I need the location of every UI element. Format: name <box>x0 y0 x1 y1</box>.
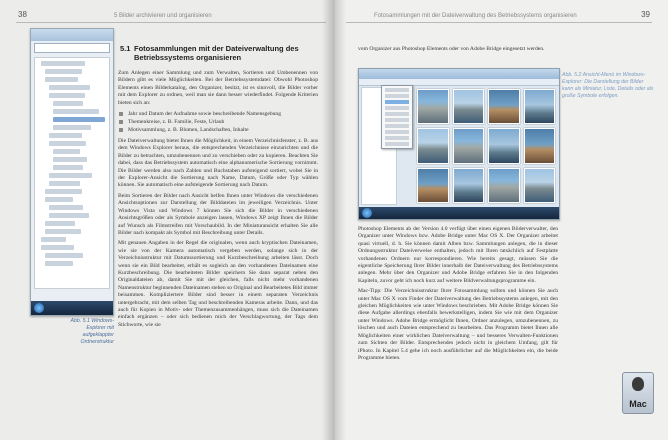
explorer-screenshot <box>30 28 114 316</box>
right-text-column <box>358 226 558 365</box>
photo-thumbnail <box>524 128 556 163</box>
right-top-text <box>358 46 558 56</box>
photo-thumbnail <box>417 168 449 203</box>
section-title-line2: Betriebssystems organisieren <box>134 53 242 62</box>
window-titlebar <box>359 69 559 79</box>
right-running-head <box>346 10 652 23</box>
thumbnail-grid <box>417 89 555 203</box>
photo-thumbnail <box>524 89 556 124</box>
criteria-item: Motivsammlung, z. B. Blumen, Landschaften, Inhalte <box>118 126 318 134</box>
left-text-column <box>118 70 318 332</box>
mac-icon <box>622 372 654 414</box>
body-paragraph: Beim Sortieren der Bilder nach Ansicht helfen Ihnen unter Windows die verschiedenen Ansichtsoptionen zur Darstellung der Bilddateien im jeweiligen Verzeichnis. Unter Windows Vista und Windows 7 können Sie sich die Bilder in verschiedenen Ansichtsgrößen oder als Symbole anzeigen lassen, Windows XP zeigt Ihnen die Bilder auf Wunsch als Filmstreifen mit Vorschaubild. In der Miniaturansicht erhalten Sie alle Bilder nach kompakt als Symbol mit Beschreibung unter Details. <box>118 192 318 236</box>
left-page-number: 38 <box>18 10 27 19</box>
window-titlebar <box>31 29 113 41</box>
address-bar <box>34 43 110 53</box>
start-button-icon <box>34 303 44 313</box>
photo-thumbnail <box>453 89 485 124</box>
criteria-item: Jahr und Datum der Aufnahme sowie beschreibende Namensgebung <box>118 110 318 118</box>
continued-paragraph: vom Organizer aus Photoshop Elements oder von Adobe Bridge eingesetzt werden. <box>358 46 545 52</box>
intro-paragraph: Zum Anlegen einer Sammlung und zum Verwalten, Sortieren und Umbenennen von Bildern gibt es viele Möglichkeiten. Bei der Betriebssystemdatei: Obwohl Photoshop Elements einen Bilderkatalog, den Organizer, besitzt, ist es sinnvoll, die Bilder vorher mit dem Explorer zu ordnen, weil man sie dann besser wiederfindet. Folgende Kriterien bieten sich an: <box>118 70 318 106</box>
taskbar <box>31 301 113 315</box>
body-paragraph: Die Dateiverwaltung bietet Ihnen die Möglichkeit, in einem Verzeichnisfenster, z. B. aus dem Windows Explorer heraus, die entsprechenden Verzeichnisse einzurichten und die Bilder zu betrachten, umzubenennen und zu verschieben oder zu kopieren. Beachten Sie dabei, dass das Betriebssystem automatisch eine alphanumerische Sortierung vornimmt. Die Bilder werden also nach Zahlen und Buchstaben aufsteigend sortiert, wobei Sie in der Explorer-Ansicht die Sortierung nach Name, Datum, Größe oder Typ wählen können. Sie automatisch eine aufsteigende Sortierung nach Datum. <box>118 138 318 189</box>
section-title-line1: Fotosammlungen mit der Dateiverwaltung des <box>134 44 299 53</box>
section-number: 5.1 <box>120 44 131 53</box>
photo-thumbnail <box>488 128 520 163</box>
left-figure-caption: Abb. 5.1 Windows-Explorer mit aufgeklappter Ordnerstruktur <box>70 318 114 345</box>
photo-thumbnail <box>524 168 556 203</box>
photo-thumbnail <box>453 128 485 163</box>
mac-tip-paragraph: Mac-Tipp: Die Verzeichnisstruktur Ihrer Fotosammlung sollten und können Sie auch unter Mac OS X vom Finder der Dateiverwaltung des Betriebssystems anlegen, mit den gleichen Möglichkeiten wie unter Windows beschrieben. Mit Adobe Bridge können Sie diese Aufgabe allerdings ebenfalls bewerkstelligen, indem Sie wie mit dem Organizer unter Windows. Adobe Bridge ermöglicht Ihnen, Ordner anzulegen, umzubenennen, zu löschen und auch Dateien entsprechend zu bearbeiten. Das Programm bietet Ihnen alle Möglichkeiten einer wirklichen Dateiverwaltung – und besseres Verwalten-Funktionen zum Sichten der Bilder. Entsprechendes jedoch nicht in gleichem Umfang, gilt für iPhoto. In Kapitel 5.4 gehe ich noch ausführlicher auf die Möglichkeiten ein, die beide Programme bieten. <box>358 288 558 361</box>
body-paragraph: Mit genauen Angaben in der Regel die originalen, wenn auch kryptischen Dateinamen, wie sie von der Kamera automatisch vergeben werden, solange sich in der Verzeichnisstruktur mit Datumssortierung und Kurzbeschreibung arbeiten lässt. Doch wenn sie ein Bild bearbeitet, erhält es sogleich an den vorhandenen Dateinamen eine Kurzbeschreibung. Die bearbeiteten Bilder speichern Sie dann separat neben den Originaldateien ab, damit Sie mit der gleichen, falls nicht mehr vorhandenen Namenstruktur beginnenden Dateinamen stehen so Original und Bearbeitetes Bild immer beisammen. Kompliziertere Bilder sind besser in einem separaten Verzeichnis untergebracht, mit dem selben Tag und beschreibenden Kameras arbeite. Dann, und das auch für Kopien in Motiv- oder Themenzusammenhängen, muss sich die Dateinamen einfach ergänzen – oder sich bedienen mich der Verschlagwortung, der Tags dem Stichworte, wie sie <box>118 240 318 328</box>
photo-thumbnail <box>453 168 485 203</box>
mac-label: Mac <box>629 399 647 409</box>
right-figure-caption: Abb. 5.2 Ansicht-Menü im Windows-Explorer: Die Darstellung der Bilder kann als Miniatur, Liste, Details oder als große Symbole erfolgen. <box>562 72 654 99</box>
photo-thumbnail <box>488 168 520 203</box>
section-heading <box>120 44 320 62</box>
start-button-icon <box>362 208 372 218</box>
criteria-list <box>118 110 318 134</box>
explorer-view-menu-screenshot <box>358 68 560 220</box>
apple-logo-icon <box>632 377 644 391</box>
left-running-head-text: 5 Bilder archivieren und organisieren <box>114 13 212 19</box>
folder-tree <box>34 57 110 289</box>
photo-thumbnail <box>417 128 449 163</box>
criteria-item: Themenkreise, z. B. Familie, Feste, Urlaub <box>118 118 318 126</box>
view-menu <box>381 85 413 149</box>
right-page-number: 39 <box>641 10 650 19</box>
right-page <box>334 0 668 440</box>
right-running-head-text: Fotosammlungen mit der Dateiverwaltung des Betriebssystems organisieren <box>374 13 577 19</box>
body-paragraph: Photoshop Elements ab der Version 4.0 verfügt über einen eigenen Bilderverwalter, den Organizer unter Windows bzw. Adobe Bridge unter Mac OS X. Der Organizer arbeitet quasi virtuell, d. h. Sie können damit Alben bzw. Sammlungen anlegen, die in dieser Ordnungsstruktur Dateiverweise enthalten, jedoch mit Ihren tatsächlich auf Festplatte vorhandenen Ordnern nur korrespondieren. Wie bereits gesagt, müssen Sie die eigentliche Speicherung Ihrer Bilder innerhalb der Dateiverwaltung des Betriebssystems anlegen. Mehr über den Organizer und Adobe Bridge erfahren Sie in den folgenden Kapiteln, zuvor geht ich noch kurz auf weitere Bildverwaltungsprogramme ein. <box>358 226 558 284</box>
left-running-head <box>16 10 326 23</box>
photo-thumbnail <box>417 89 449 124</box>
photo-thumbnail <box>488 89 520 124</box>
taskbar <box>359 207 559 219</box>
